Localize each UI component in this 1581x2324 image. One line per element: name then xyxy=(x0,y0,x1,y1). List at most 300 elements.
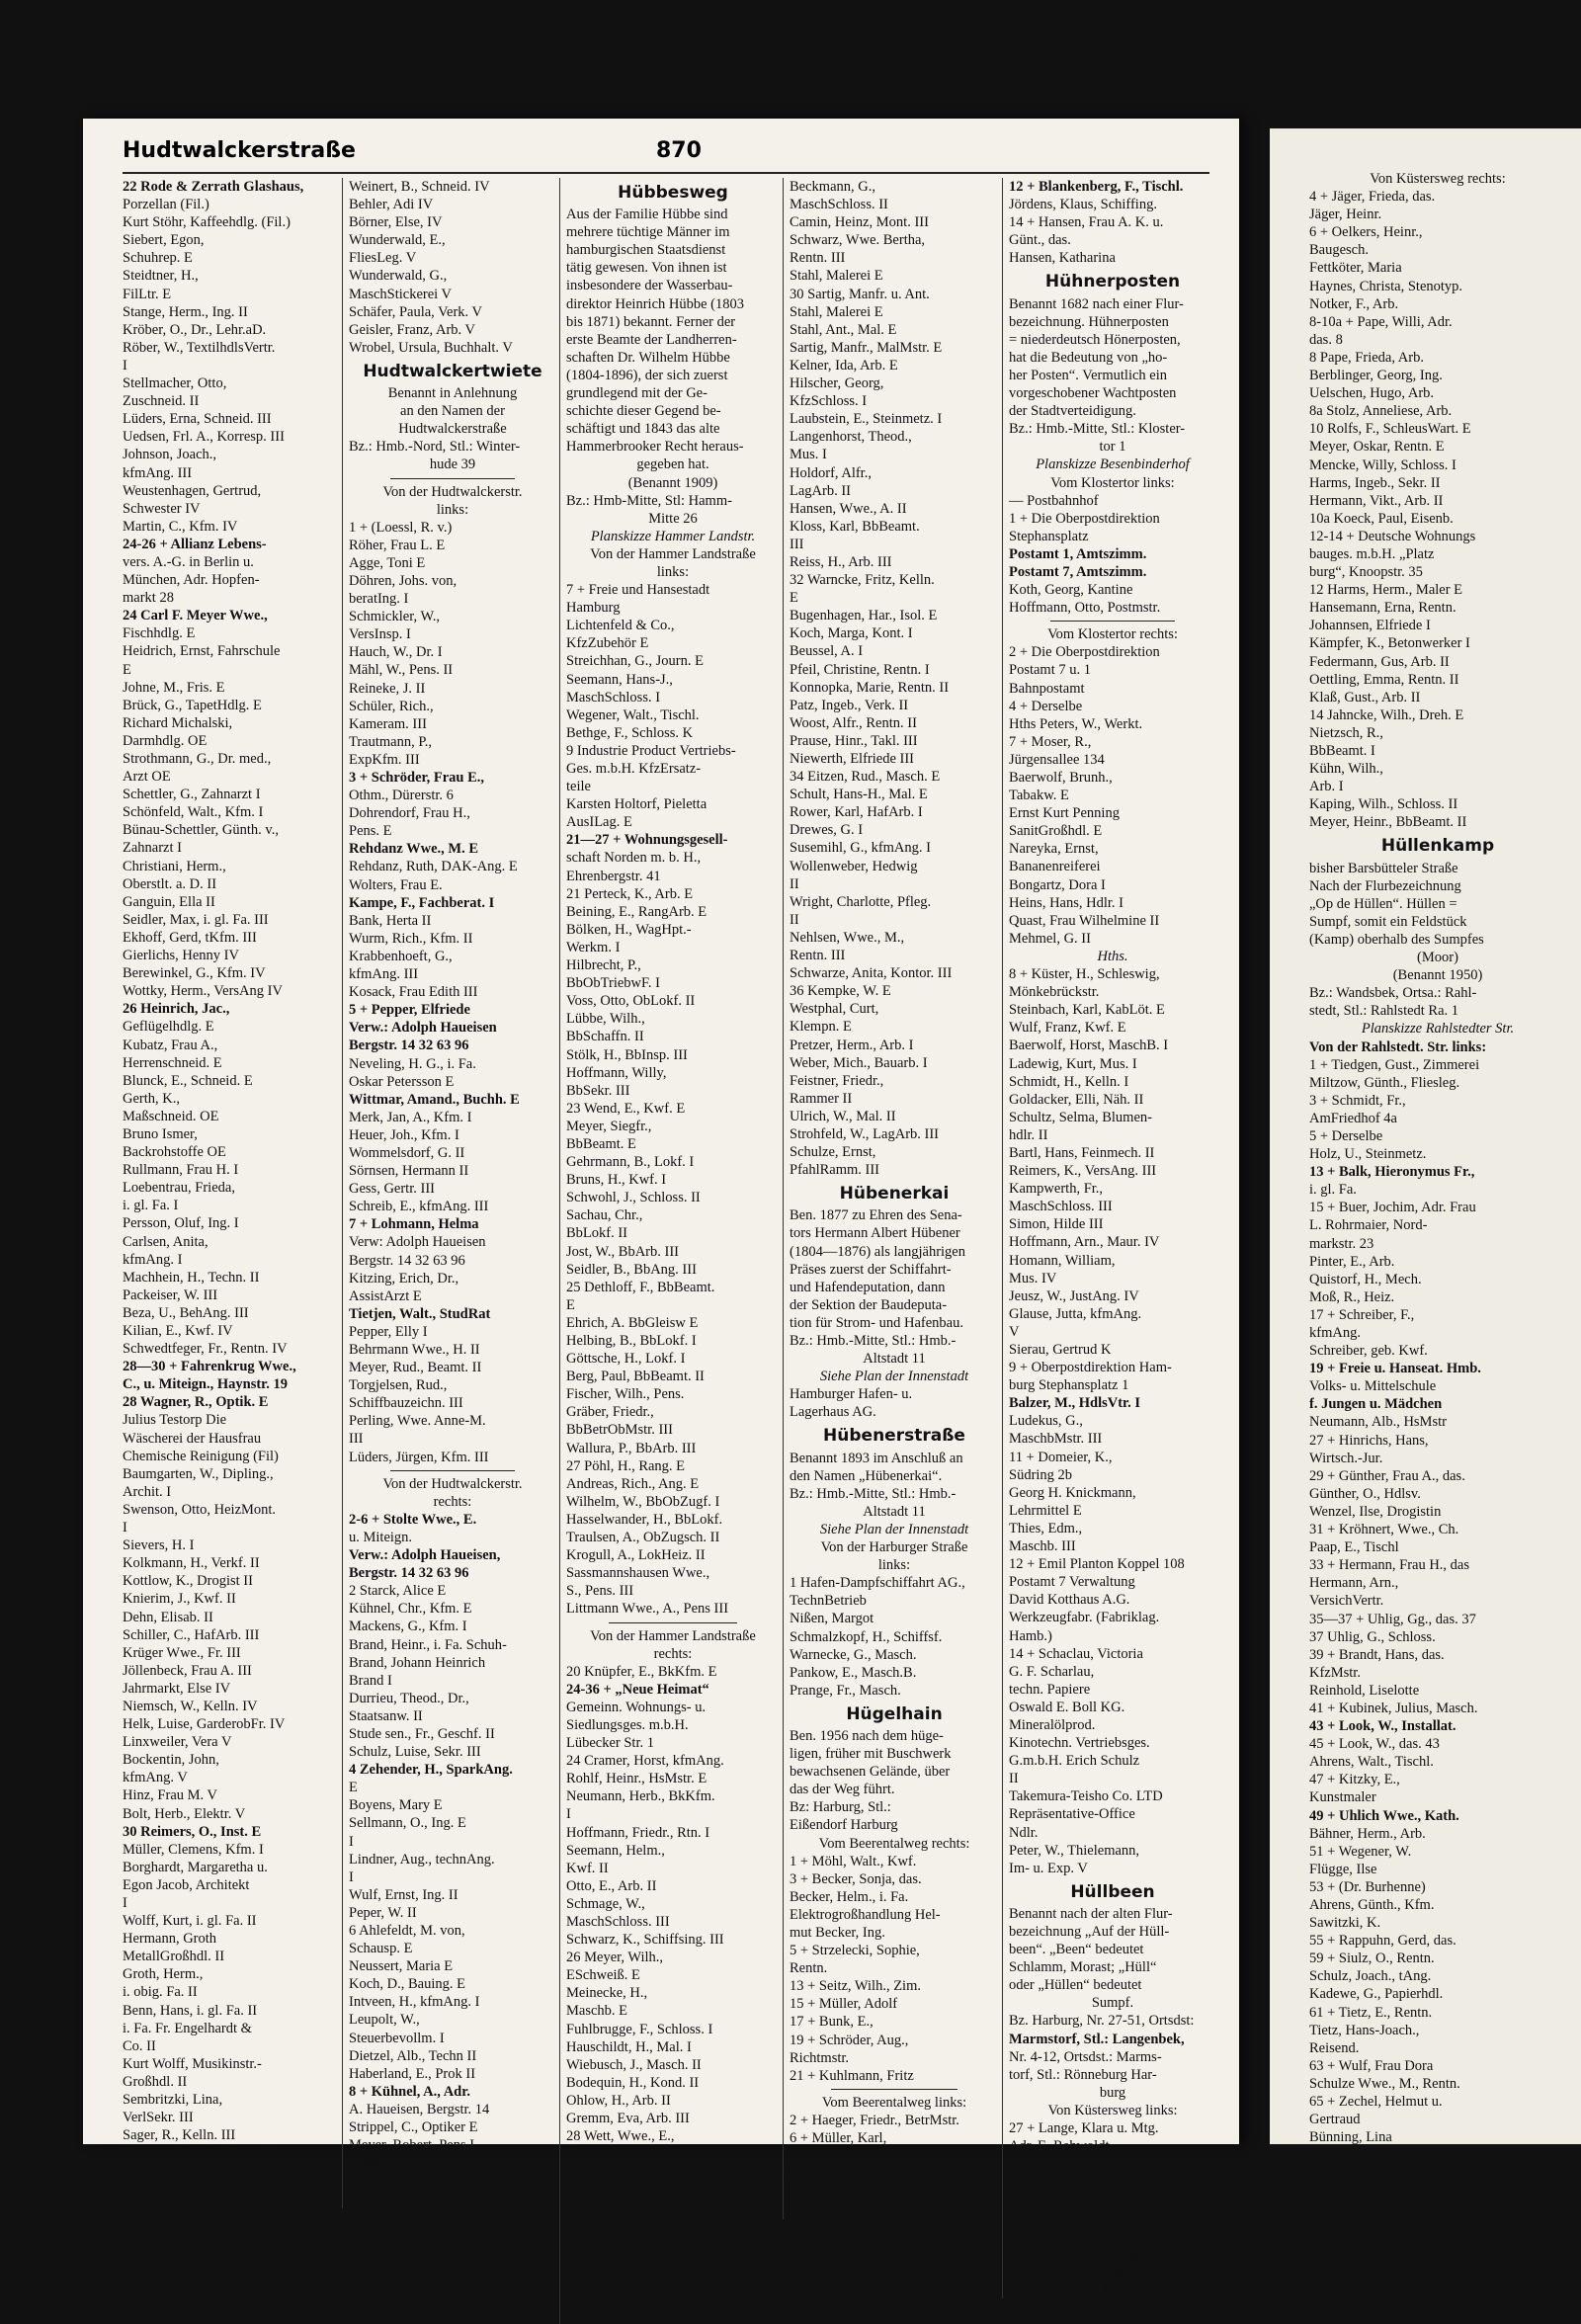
directory-line: bauges. m.b.H. „Platz xyxy=(1309,545,1435,562)
directory-line: 1 + Möhl, Walt., Kwf. xyxy=(790,1853,917,1869)
directory-line: 33 + Hermann, Frau H., das xyxy=(1309,1557,1470,1574)
directory-line: Geflügelhdlg. E xyxy=(123,1019,214,1036)
directory-line: Jürgensallee 134 xyxy=(1009,751,1105,768)
directory-line: MaschSchloss. III xyxy=(1009,1199,1113,1215)
directory-line: 35—37 + Uhlig, Gg., das. 37 xyxy=(1309,1611,1476,1627)
directory-line: A. Haueisen, Bergstr. 14 xyxy=(349,2101,490,2117)
directory-line: Schwohl, J., Schloss. II xyxy=(566,1190,701,1206)
directory-line: 4 + Derselbe xyxy=(1009,698,1083,714)
directory-line: Bananenreiferei xyxy=(1009,859,1101,875)
directory-line: Weber, Mich., Bauarb. I xyxy=(790,1054,928,1071)
directory-line: Sawitzki, K. xyxy=(1309,1915,1381,1932)
directory-line: I xyxy=(123,1895,127,1911)
directory-line: Hasselwander, H., BbLokf. xyxy=(566,1511,723,1528)
directory-line: Bergstr. 14 32 63 96 xyxy=(349,1038,469,1054)
directory-line: Werkzeugfabr. (Fabriklag. xyxy=(1009,1610,1160,1626)
directory-line: Beussel, A. I xyxy=(790,643,864,660)
directory-line: Rentn. xyxy=(790,1960,828,1977)
directory-line: 28 Wett, Wwe., E., xyxy=(566,2128,675,2145)
directory-line: Postamt 7 Verwaltung xyxy=(1009,1574,1135,1591)
directory-line: Günt., das. xyxy=(1009,232,1071,249)
directory-line: Bank, Herta II xyxy=(349,912,432,929)
directory-line: Pfeil, Christine, Rentn. I xyxy=(790,661,930,678)
directory-line: Neveling, H. G., i. Fa. xyxy=(349,1055,476,1072)
directory-line: IV xyxy=(123,2216,138,2233)
page-number: 870 xyxy=(656,138,702,163)
directory-line: BbLokf. II xyxy=(566,1225,628,1242)
directory-line: Prange, Fr., Masch. xyxy=(790,1682,901,1699)
directory-line: 19 + Schröder, Aug., xyxy=(790,2032,909,2048)
directory-line: Wollenweber, Hedwig xyxy=(790,858,918,874)
directory-line: Benannt 1893 im Anschluß an xyxy=(790,1450,963,1466)
directory-line: Helk, Luise, GarderobFr. IV xyxy=(123,1716,286,1733)
directory-line: Ernst Kurt Penning xyxy=(1009,805,1120,822)
directory-line: Gess, Gertr. III xyxy=(349,1181,435,1198)
directory-line: Kampe, F., Fachberat. I xyxy=(349,894,495,911)
street-heading: Hübenerkai xyxy=(839,1184,950,1204)
directory-line: Laubstein, E., Steinmetz. I xyxy=(790,411,943,428)
directory-line: Hths Peters, W., Werkt. xyxy=(1009,715,1143,732)
directory-line: Holz, U., Steinmetz. xyxy=(1309,1146,1427,1163)
directory-line: Benannt in Anlehnung xyxy=(387,385,518,402)
directory-line: Schulze, Ernst, xyxy=(790,1144,876,1161)
directory-line: Lehrmittel E xyxy=(1009,1502,1082,1519)
directory-line: 12 + Emil Planton Koppel 108 xyxy=(1009,1556,1185,1573)
directory-line: 27 + Lange, Klara u. Mtg. xyxy=(1009,2120,1159,2137)
directory-line: Adrian, Ad., Rentn. II xyxy=(566,2271,692,2287)
directory-line: Wulf, Franz, Kwf. E xyxy=(1009,1020,1126,1037)
directory-line: Schwarz, Wwe. Bertha, xyxy=(790,232,926,249)
page-title: Hudtwalckerstraße xyxy=(123,138,356,163)
directory-line: rechts: xyxy=(653,1645,693,1662)
directory-line: Krabbenhoeft, G., xyxy=(349,948,453,964)
directory-line: Vom Klostertor rechts: xyxy=(1047,626,1178,643)
directory-line: Schwarze, Anita, Kontor. III xyxy=(790,965,953,982)
directory-line: Benannt 1682 nach einer Flur- xyxy=(1009,295,1184,312)
directory-line: Kilian, E., Kwf. IV xyxy=(123,1323,233,1339)
directory-line: Heidrich, Ernst, Fahrschule xyxy=(123,643,281,660)
directory-line: KfzMstr. xyxy=(1309,1664,1361,1681)
directory-line: Kameram. III xyxy=(349,715,427,732)
directory-line: Mencke, Willy, Schloss. I xyxy=(1309,456,1456,473)
directory-line: Kolkmann, H., Verkf. II xyxy=(123,1555,260,1572)
directory-column-2 xyxy=(342,178,556,2208)
directory-line: Pinter, E., Arb. xyxy=(1309,1253,1395,1270)
directory-line: oder „Hüllen“ bedeutet xyxy=(1009,1977,1142,1994)
directory-line: Schwedtfeger, Fr., Rentn. IV xyxy=(123,1341,288,1358)
directory-line: Schwarz, K., Schiffsing. III xyxy=(566,1932,724,1949)
directory-line: Verw.: Adolph Haueisen, xyxy=(349,1547,501,1564)
directory-line: Lüders, Jürgen, Kfm. III xyxy=(349,1449,489,1465)
directory-line: 1 + Die Oberpostdirektion xyxy=(1009,510,1160,527)
directory-line: Gemeinn. Wohnungs- u. xyxy=(566,1699,707,1715)
directory-line: II xyxy=(790,875,799,892)
directory-line: Weustenhagen, Gertrud, xyxy=(123,482,262,499)
directory-line: Harms, Ingeb., Sekr. II xyxy=(1309,474,1441,491)
directory-line: Bz.: Hmb.-Nord, Stl.: Winter- xyxy=(349,439,521,456)
directory-line: Meyer, Heinr., BbBeamt. II xyxy=(1309,814,1467,831)
directory-line: Von Küstersweg rechts: xyxy=(1370,171,1506,187)
directory-line: Hilscher, Georg, xyxy=(790,375,884,392)
directory-line: 37 Uhlig, G., Schloss. xyxy=(1309,1628,1436,1645)
directory-line: Kubatz, Frau A., xyxy=(123,1037,218,1053)
directory-line: Bz: Harburg, Stl.: xyxy=(790,1799,891,1816)
directory-line: Seemann, Helm., xyxy=(566,1842,665,1859)
directory-line: (1804-1896), der sich zuerst xyxy=(566,367,728,383)
directory-line: David Kotthaus A.G. xyxy=(1009,1592,1130,1609)
directory-line: ligen, früher mit Buschwerk xyxy=(790,1746,952,1763)
directory-line: 24 Cramer, Horst, kfmAng. xyxy=(566,1753,724,1770)
directory-line: Deichhausweg 2 xyxy=(1009,2156,1105,2173)
directory-line: Voss, Otto, ObLokf. II xyxy=(566,993,696,1010)
directory-line: Sievers, H. I xyxy=(123,1537,195,1554)
directory-line: 24-36 + „Neue Heimat“ xyxy=(566,1681,709,1698)
directory-line: Vom Beerentalweg links: xyxy=(821,2094,967,2111)
directory-line: Seidler, B., BbAng. III xyxy=(566,1261,697,1278)
section-divider xyxy=(1050,621,1175,622)
directory-line: das. 8 xyxy=(1309,331,1343,348)
directory-line: Hansemann, Erna, Rentn. xyxy=(1309,600,1456,617)
directory-line: Von der Hammer Landstraße xyxy=(590,545,756,562)
directory-line: Im- u. Exp. V xyxy=(1009,1860,1088,1876)
directory-line: Siedlungsges. m.b.H. xyxy=(566,1716,689,1733)
directory-line: Bz. Harburg, Nr. 27-51, Ortsdst: xyxy=(1009,2013,1195,2030)
directory-line: Hansen, Wwe., A. II xyxy=(790,500,907,517)
directory-line: S., Pens. III xyxy=(566,1583,634,1600)
directory-line: Verw: Adolph Haueisen xyxy=(349,1234,486,1251)
directory-line: Steinbach, Karl, KabLöt. E xyxy=(1009,1002,1165,1019)
section-divider xyxy=(831,2089,957,2090)
directory-line: Günther, O., Hdlsv. xyxy=(1309,1485,1421,1502)
directory-line: bezeichnung „Auf der Hüll- xyxy=(1009,1924,1170,1940)
directory-line: 2 + Die Oberpostdirektion xyxy=(1009,644,1160,661)
directory-line: Rehdanz Wwe., M. E xyxy=(349,841,479,858)
section-divider xyxy=(609,1622,737,1623)
directory-line: Volks- u. Mittelschule xyxy=(1309,1378,1437,1395)
directory-line: Fettköter, Maria xyxy=(1309,260,1402,277)
directory-line: AusILag. E xyxy=(566,814,632,831)
directory-line: Schmickler, W., xyxy=(349,609,441,625)
directory-line: Brand, Johann Heinrich xyxy=(349,1654,486,1671)
directory-line: Planskizze Besenbinderhof xyxy=(1036,456,1190,473)
section-divider xyxy=(390,478,515,479)
directory-line: hdlr. II xyxy=(1009,1126,1048,1143)
directory-line: AmFriedhof 4a xyxy=(1309,1110,1397,1126)
directory-line: FilLtr. E xyxy=(123,286,172,302)
directory-line: Paap, E., Tischl xyxy=(1309,1539,1399,1556)
directory-line: Bartl, Hans, Feinmech. II xyxy=(1009,1144,1155,1161)
directory-line: 34 Eitzen, Rud., Masch. E xyxy=(790,769,941,786)
directory-line: torf, Stl.: Rönneburg Har- xyxy=(1009,2066,1157,2083)
directory-line: Beining, E., RangArb. E xyxy=(566,903,707,920)
directory-line: mut Becker, Ing. xyxy=(790,1925,885,1941)
directory-line: Reiss, H., Arb. III xyxy=(790,553,892,570)
directory-line: Maliek, Erich, Arb. xyxy=(790,2184,901,2200)
directory-line: 8 + Maliek, Gertrud, das. xyxy=(790,2166,935,2183)
directory-line: links: xyxy=(656,563,690,580)
directory-line: Johne, M., Fris. E xyxy=(123,679,225,696)
directory-line: Hermann, Vikt., Arb. II xyxy=(1309,492,1444,509)
directory-line: Johannsen, Elfriede I xyxy=(1309,618,1431,634)
directory-line: der Stadtverteidigung. xyxy=(1009,403,1136,420)
directory-line: G.m.b.H. Erich Schulz xyxy=(1009,1753,1140,1770)
directory-line: Ulrich, W., Mal. II xyxy=(790,1108,896,1124)
directory-line: Wurm, Rich., Kfm. II xyxy=(349,930,473,947)
directory-line: Patz, Ingeb., Verk. II xyxy=(790,697,909,713)
directory-line: Elektrogroßhandlung Hel- xyxy=(790,1906,941,1923)
directory-line: 26 Heinrich, Jac., xyxy=(123,1001,230,1018)
directory-line: Kampwerth, Fr., xyxy=(1009,1181,1104,1198)
directory-line: Susemihl, G., kfmAng. I xyxy=(790,840,931,857)
directory-line: MaschbMstr. III xyxy=(1009,1431,1103,1448)
directory-line: Koth, Georg, Kantine xyxy=(1009,582,1133,599)
directory-line: 3 + Schmidt, Fr., xyxy=(1309,1092,1406,1109)
directory-line: Buchhalt. E xyxy=(566,2182,634,2199)
directory-line: Steuerbevollm. I xyxy=(349,2030,445,2046)
directory-line: kfmAng. III xyxy=(349,966,419,983)
directory-line: 28—30 + Fahrenkrug Wwe., xyxy=(123,1359,296,1375)
directory-line: Nehlsen, Wwe., M., xyxy=(790,929,905,946)
directory-line: ESchweiß. E xyxy=(566,1967,640,1984)
directory-line: Schwester IV xyxy=(123,500,201,517)
directory-line: techn. Papiere xyxy=(1009,1681,1091,1698)
directory-line: Takemura-Teisho Co. LTD xyxy=(1009,1788,1163,1805)
directory-line: Konnopka, Marie, Rentn. II xyxy=(790,679,950,696)
directory-line: 14 + Hansen, Frau A. K. u. xyxy=(1009,214,1164,231)
directory-line: erste Beamte der Landherren- xyxy=(566,331,737,348)
directory-line: Hamburger Hafen- u. xyxy=(790,1386,913,1403)
directory-line: Sembritzki, Lina, xyxy=(123,2092,223,2109)
directory-line: Stapelfeldt, Kwf. III xyxy=(123,2163,239,2180)
directory-line: Bahse, K., Schneider xyxy=(1309,2254,1431,2271)
directory-line: Gerth, K., xyxy=(123,1090,180,1107)
directory-line: Kwf. II xyxy=(566,1860,609,1876)
directory-line: Siehe Plan der Innenstadt xyxy=(819,1521,969,1537)
directory-line: 19 + Freie u. Hanseat. Hmb. xyxy=(1309,1361,1481,1377)
directory-line: 59 + Siulz, O., Rentn. xyxy=(1309,1950,1435,1967)
directory-line: Stahl, Malerei E xyxy=(790,268,883,285)
directory-line: I xyxy=(566,1806,571,1823)
directory-line: Brück, G., TapetHdlg. E xyxy=(123,697,262,713)
directory-line: Eißendorf Harburg xyxy=(790,1817,898,1834)
directory-line: Schausp. E xyxy=(349,1941,413,1957)
directory-line: Behler, Adi IV xyxy=(349,197,434,213)
directory-line: Reimers, K., VersAng. III xyxy=(1009,1163,1157,1180)
directory-line: Bölken, H., WagHpt.- xyxy=(566,921,692,938)
directory-line: Lebensm. xyxy=(1309,2218,1366,2235)
directory-line: tors Hermann Albert Hübener xyxy=(790,1225,960,1242)
directory-line: Schmage, W., xyxy=(566,1895,645,1912)
directory-line: 13 + Seitz, Wilh., Zim. xyxy=(790,1978,921,1995)
directory-line: Stahl, Malerei E xyxy=(790,303,883,320)
directory-line: 21 + Kuhlmann, Fritz xyxy=(790,2067,914,2084)
directory-line: II xyxy=(1009,1771,1019,1787)
directory-column-5 xyxy=(1002,178,1216,2298)
directory-page-870 xyxy=(83,119,1239,2324)
directory-line: mehrere tüchtige Männer im xyxy=(566,224,730,241)
directory-line: Hoffmann, Willy, xyxy=(566,1064,667,1081)
directory-line: vers. A.-G. in Berlin u. xyxy=(123,553,254,570)
directory-line: Ges. m.b.H. KfzErsatz- xyxy=(566,761,702,777)
directory-line: Sumpf, somit ein Feldstück xyxy=(1309,913,1467,930)
directory-line: Sager, R., Kelln. III xyxy=(123,2127,236,2144)
directory-line: Schettler, G., Zahnarzt I xyxy=(123,787,261,803)
directory-line: Helbing, B., BbLokf. I xyxy=(566,1333,697,1349)
directory-line: Niewerth, Elfriede III xyxy=(790,751,915,767)
directory-line: Carlsen, Anita, xyxy=(123,1233,208,1250)
directory-line: 13 + Balk, Hieronymus Fr., xyxy=(1309,1164,1475,1181)
directory-line: Uedsen, Frl. A., Korresp. III xyxy=(123,429,285,446)
directory-line: Richard Michalski, xyxy=(123,714,233,731)
directory-line: Hoffmann, Arn., Maur. IV xyxy=(1009,1234,1160,1251)
directory-line: Hinz, Frau M. V xyxy=(123,1787,217,1804)
directory-line: Präses zuerst der Schiffahrt- xyxy=(790,1261,952,1278)
directory-line: Stahl, Ant., Mal. E xyxy=(790,321,897,338)
directory-line: VersInsp. I xyxy=(349,626,411,643)
directory-line: Torgjelsen, Rud., xyxy=(349,1377,448,1394)
directory-line: Lüders, Erna, Schneid. III xyxy=(123,411,272,428)
directory-line: Bünning, Lina xyxy=(1309,2129,1392,2146)
directory-line: TechnBetrieb xyxy=(790,1593,867,1610)
directory-line: V xyxy=(1009,1323,1020,1340)
directory-line: E xyxy=(123,661,131,678)
directory-line: Merk, Jan, A., Kfm. I xyxy=(349,1109,472,1125)
directory-line: 26 Meyer, Wilh., xyxy=(566,1950,664,1966)
directory-line: Südring 2b xyxy=(1009,1466,1073,1483)
directory-line: Schlamm, Morast; „Hüll“ xyxy=(1009,1959,1157,1976)
directory-line: Kröber, O., Dr., Lehr.aD. xyxy=(123,321,267,338)
directory-line: und Hafendeputation, dann xyxy=(790,1279,946,1295)
directory-line: 30 Sartig, Manfr. u. Ant. xyxy=(790,286,930,302)
directory-line: grundlegend mit der Ge- xyxy=(566,385,707,402)
directory-line: Ladewig, Kurt, Mus. I xyxy=(1009,1055,1137,1072)
directory-line: Tietjen, Walt., StudRat xyxy=(349,1305,491,1322)
directory-line: 21 Perteck, K., Arb. E xyxy=(566,885,694,902)
directory-line: Schult, Hans-H., Mal. E xyxy=(790,787,928,803)
directory-line: Langenhorst, Theod., xyxy=(790,429,912,446)
directory-line: Agge, Toni E xyxy=(349,554,426,571)
directory-line: MaschSchloss. II xyxy=(790,197,888,213)
directory-line: Göttsche, H., Lokf. I xyxy=(566,1351,686,1368)
directory-line: i. obig. Fa. II xyxy=(123,1984,198,2001)
directory-line: burg xyxy=(1099,2084,1126,2101)
directory-line: 4 + Jäger, Frieda, das. xyxy=(1309,189,1436,206)
directory-line: Krogull, A., LokHeiz. II xyxy=(566,1547,706,1564)
directory-line: kfmAng. V xyxy=(123,1770,188,1786)
directory-line: Meyer, Oskar, Rentn. E xyxy=(1309,439,1445,456)
directory-line: 9 + Oberpostdirektion Ham- xyxy=(1009,1360,1172,1376)
directory-line: Quast, Frau Wilhelmine II xyxy=(1009,912,1160,929)
directory-line: Aus der Familie Hübbe sind xyxy=(566,207,728,223)
directory-line: Hauch, W., Dr. I xyxy=(349,644,443,661)
directory-line: links: xyxy=(436,501,469,518)
directory-line: Maschb. E xyxy=(566,2003,628,2020)
directory-line: 3 + Becker, Sonja, das. xyxy=(790,1870,922,1887)
directory-line: Drewes, G. I xyxy=(790,822,864,839)
directory-line: Strohfeld, W., LagArb. III xyxy=(790,1125,940,1142)
directory-line: Ehrich, A. BbGleisw E xyxy=(566,1314,699,1331)
directory-line: Hudtwalckerstraße xyxy=(398,421,507,438)
directory-line: 1 + Tiedgen, Gust., Zimmerei xyxy=(1309,1056,1480,1073)
directory-line: I xyxy=(349,1868,354,1885)
directory-line: Archit. I xyxy=(123,1483,172,1500)
directory-line: Schüler, Rich., xyxy=(349,698,434,714)
directory-line: Hoffmann, Otto, Postmstr. xyxy=(1009,600,1161,617)
directory-line: Moß, R., Heiz. xyxy=(1309,1288,1395,1305)
directory-line: Intveen, H., kfmAng. I xyxy=(349,1994,480,2011)
directory-column-3 xyxy=(559,178,780,2324)
directory-line: 22 Rode & Zerrath Glashaus, xyxy=(123,179,304,195)
directory-line: der Sektion der Baudeputa- xyxy=(790,1296,948,1313)
directory-line: Bergstr. 14 32 63 96 xyxy=(349,1565,469,1582)
directory-line: Pantelmann, F., HbAng. xyxy=(1309,2183,1448,2200)
directory-line: teile xyxy=(566,779,591,795)
directory-line: Bockentin, John, xyxy=(123,1752,219,1769)
directory-line: Hansen, Katharina xyxy=(1009,250,1116,267)
directory-line: Zahnarzt I xyxy=(123,840,182,857)
directory-line: Klaß, Gust., Arb. II xyxy=(1309,689,1421,706)
directory-line: bezeichnung. Hühnerposten xyxy=(1009,313,1169,330)
directory-line: Kurt Stöhr, Kaffeehdlg. (Fil.) xyxy=(123,214,291,231)
directory-line: Von der Harburger Straße xyxy=(820,1539,968,1556)
directory-line: been“. „Been“ bedeutet xyxy=(1009,1942,1144,1958)
directory-line: 10a Koeck, Paul, Eisenb. xyxy=(1309,510,1454,527)
directory-line: 12-14 + Deutsche Wohnungs xyxy=(1309,528,1476,544)
directory-line: Blunck, E., Schneid. E xyxy=(123,1072,253,1089)
directory-line: links: xyxy=(877,1557,911,1574)
directory-line: Durrieu, Theod., Dr., xyxy=(349,1690,469,1706)
directory-line: Leupolt, W., xyxy=(349,2012,420,2029)
directory-line: Bruno Ismer, xyxy=(123,1125,198,1142)
directory-line: Kämpfer, K., Betonwerker I xyxy=(1309,635,1470,652)
directory-line: 8-10a + Pape, Willi, Adr. xyxy=(1309,313,1453,330)
directory-line: Bz.: Wandsbek, Ortsa.: Rahl- xyxy=(1309,985,1477,1002)
directory-line: Hamb.) xyxy=(1009,1627,1052,1644)
directory-line: Mus. IV xyxy=(1009,1270,1057,1286)
directory-line: 71 + Lemmermann, Irmg., xyxy=(1309,2200,1461,2217)
directory-line: Mineralölprod. xyxy=(1009,1716,1096,1733)
directory-line: Von der Hudtwalckerstr. xyxy=(382,483,523,500)
directory-line: Maschb. III xyxy=(1009,1538,1076,1555)
directory-line: Seemann, Hans-J., xyxy=(566,671,673,688)
directory-line: Berg, Paul, BbBeamt. II xyxy=(566,1369,705,1385)
directory-line: Wolf, Martha, Arb. xyxy=(1009,2174,1119,2191)
directory-line: E xyxy=(349,1780,358,1796)
directory-line: Jäger, Heinr. xyxy=(1309,207,1382,223)
street-heading: Hudtwalckertwiete xyxy=(363,361,542,381)
directory-line: betrieb xyxy=(1009,2209,1049,2226)
directory-line: 12 Harms, Herm., Maler E xyxy=(1309,582,1463,599)
directory-line: Ekhoff, Gerd, tKfm. III xyxy=(123,929,257,946)
directory-line: Bodequin, H., Kond. II xyxy=(566,2074,700,2091)
directory-line: III xyxy=(349,1431,364,1448)
directory-line: 4 Zehender, H., SparkAng. xyxy=(349,1762,513,1779)
directory-line: Pretzer, Herm., Arb. I xyxy=(790,1037,914,1053)
directory-line: „Op de Hüllen“. Hüllen = xyxy=(1309,895,1457,912)
directory-line: Kadewe, G., Papierhdl. xyxy=(1309,1986,1444,2003)
directory-line: Paulsen, Harke, Maur. xyxy=(1009,2281,1137,2297)
directory-line: III xyxy=(790,536,804,552)
directory-line: 55 + Rappuhn, Gerd, das. xyxy=(1309,1933,1456,1950)
directory-line: Maßschneid. OE xyxy=(123,1108,219,1124)
directory-line: Mackens, G., Kfm. I xyxy=(349,1618,467,1635)
directory-line: BbSekr. III xyxy=(566,1082,630,1099)
directory-line: Nißen, Margot xyxy=(790,1611,874,1627)
directory-column-right xyxy=(1309,170,1566,2307)
directory-line: Littmann Wwe., A., Pens III xyxy=(566,1601,729,1618)
directory-line: Lindner, Aug., technAng. xyxy=(349,1851,495,1868)
directory-line: 23 Wend, E., Kwf. E xyxy=(566,1100,686,1117)
